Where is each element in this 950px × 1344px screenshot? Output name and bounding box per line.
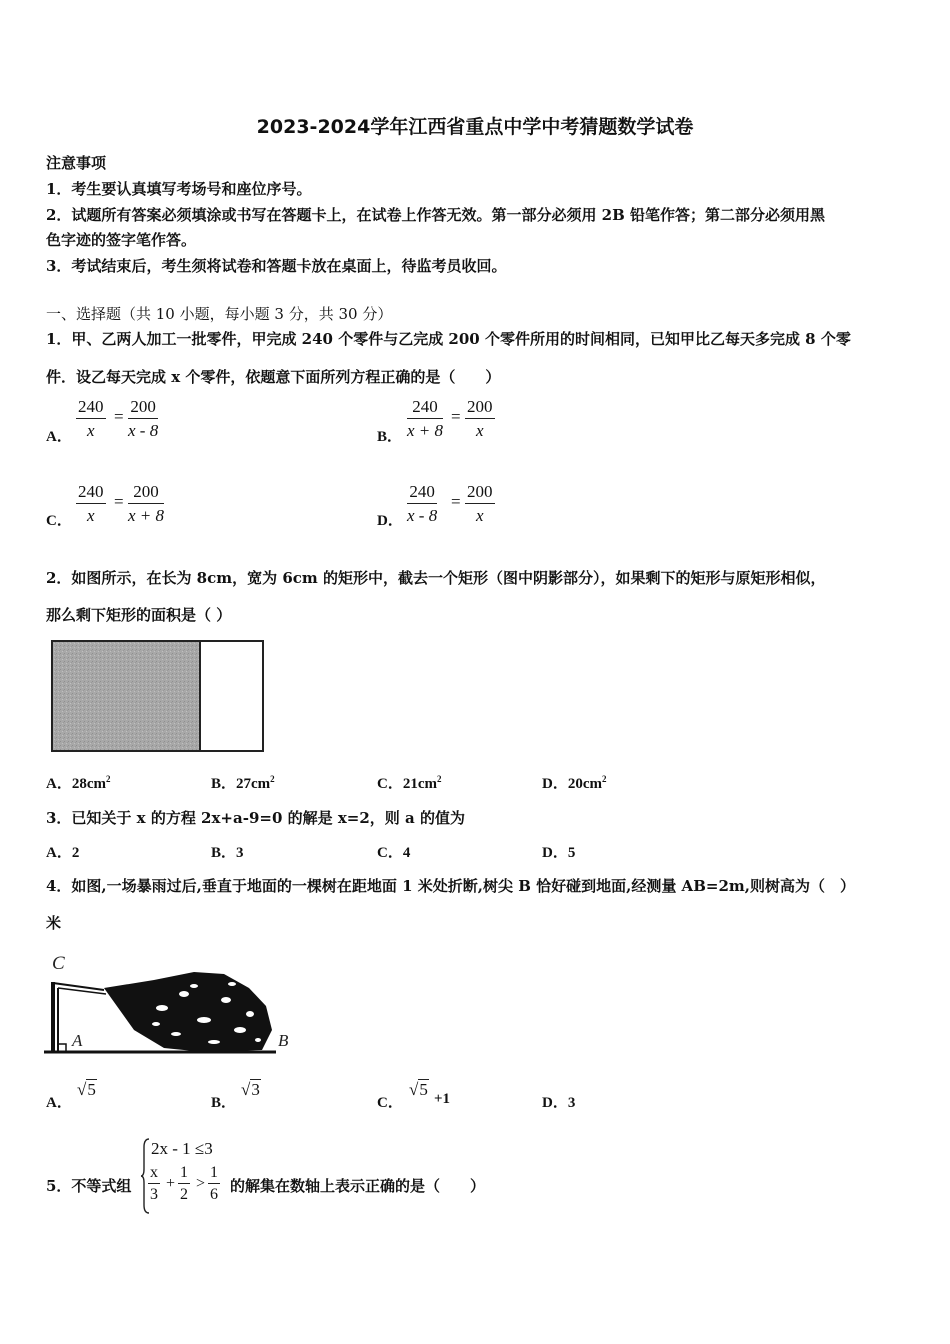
option-label: A． <box>46 776 72 792</box>
equals-sign: = <box>114 492 124 511</box>
option-b <box>211 1091 236 1112</box>
option-label: D． <box>542 776 568 792</box>
fraction <box>208 1163 220 1206</box>
sqrt-expression: √5 <box>409 1080 428 1099</box>
option-label: C． <box>377 776 403 792</box>
option-value: 3 <box>567 1095 576 1111</box>
point-a-label: A <box>72 1031 83 1050</box>
broken-tree-figure <box>44 950 300 1058</box>
option-value: 20cm <box>567 776 602 792</box>
numerator: 240 <box>407 396 443 419</box>
numerator: x <box>148 1163 160 1184</box>
option-d <box>542 1091 575 1112</box>
question-4-text-2: 米 <box>46 914 62 932</box>
superscript: 2 <box>270 774 275 784</box>
fraction <box>407 481 437 528</box>
option-b <box>211 772 275 793</box>
numerator: 1 <box>178 1163 190 1184</box>
option-d-label: D． <box>377 513 403 529</box>
option-value: 21cm <box>402 776 437 792</box>
option-value: 28cm <box>71 776 106 792</box>
notice-item: 1．考生要认真填写考场号和座位序号。 <box>46 180 312 198</box>
question-1-text-2: 件．设乙每天完成 x 个零件，依题意下面所列方程正确的是（ ） <box>46 368 501 386</box>
notice-item: 3．考试结束后，考生须将试卷和答题卡放在桌面上，待监考员收回。 <box>46 257 507 275</box>
question-2-text: 2．如图所示，在长为 8cm，宽为 6cm 的矩形中，截去一个矩形（图中阴影部分），如果剩下的矩形与原矩形相似， <box>46 569 826 587</box>
option-value: 3 <box>236 845 244 861</box>
denominator: 2 <box>180 1186 188 1203</box>
radicand: 5 <box>419 1080 428 1099</box>
question-5-suffix: 的解集在数轴上表示正确的是（ ） <box>230 1177 486 1195</box>
fraction <box>465 396 495 443</box>
point-c-label: C <box>52 953 65 974</box>
fraction <box>76 396 106 443</box>
rectangle-figure <box>48 637 272 755</box>
numerator: 240 <box>76 481 106 504</box>
denominator: x <box>86 421 95 440</box>
option-value: 2 <box>71 845 80 861</box>
fraction <box>128 481 164 528</box>
question-4-text: 4．如图,一场暴雨过后,垂直于地面的一棵树在距地面 1 米处折断,树尖 B 恰好碰到地面,经测量 AB=2m,则树高为（ ） <box>46 877 855 895</box>
option-c <box>377 1091 403 1112</box>
option-a <box>46 1091 72 1112</box>
denominator: 3 <box>150 1186 158 1203</box>
denominator: x + 8 <box>407 421 444 440</box>
option-a-label: A． <box>46 429 72 445</box>
option-label: B． <box>211 1095 237 1111</box>
point-b-label: B <box>278 1031 289 1050</box>
denominator: x <box>475 506 484 525</box>
plus-sign: + <box>166 1175 176 1192</box>
option-label: B． <box>211 776 237 792</box>
option-label: D． <box>542 845 568 861</box>
numerator: 200 <box>465 396 495 419</box>
notice-heading: 注意事项 <box>46 154 107 172</box>
numerator: 240 <box>407 481 437 504</box>
denominator: x - 8 <box>128 421 159 440</box>
shaded-rectangle <box>52 641 200 751</box>
option-suffix: +1 <box>434 1091 451 1107</box>
fraction <box>178 1163 190 1206</box>
option-value: 27cm <box>236 776 271 792</box>
numerator: 1 <box>208 1163 220 1184</box>
numerator: 200 <box>465 481 495 504</box>
option-a <box>46 772 111 793</box>
greater-than-sign: > <box>196 1175 206 1192</box>
notice-item: 2．试题所有答案必须填涂或书写在答题卡上，在试卷上作答无效。第一部分必须用 2B 铅笔作答；第二部分必须用黑 <box>46 206 826 224</box>
question-3-text: 3．已知关于 x 的方程 2x+a-9=0 的解是 x=2，则 a 的值为 <box>46 809 465 827</box>
option-d <box>542 772 607 793</box>
option-label: A． <box>46 845 72 861</box>
numerator: 200 <box>128 396 158 419</box>
option-d <box>542 841 575 862</box>
option-b <box>211 841 244 862</box>
denominator: x - 8 <box>407 506 438 525</box>
denominator: 6 <box>210 1186 218 1203</box>
option-label: C． <box>377 1095 403 1111</box>
option-label: B． <box>211 845 237 861</box>
question-1-text: 1．甲、乙两人加工一批零件，甲完成 240 个零件与乙完成 200 个零件所用的时间相同，已知甲比乙每天多完成 8 个零 <box>46 330 851 348</box>
option-c <box>377 841 410 862</box>
equals-sign: = <box>114 407 124 426</box>
fraction <box>148 1163 160 1206</box>
notice-item: 色字迹的签字笔作答。 <box>46 231 197 249</box>
option-label: D． <box>542 1095 568 1111</box>
option-a <box>46 841 79 862</box>
option-c <box>377 772 442 793</box>
section-heading: 一、选择题（共 10 小题，每小题 3 分，共 30 分） <box>46 305 393 323</box>
sqrt-expression: √5 <box>77 1080 96 1099</box>
denominator: x + 8 <box>128 506 165 525</box>
numerator: 200 <box>128 481 164 504</box>
superscript: 2 <box>106 774 111 784</box>
option-b-label: B． <box>377 429 403 445</box>
fraction <box>465 481 495 528</box>
page-title: 2023-2024学年江西省重点中学中考猜题数学试卷 <box>256 116 694 138</box>
fraction <box>407 396 443 443</box>
radicand: 5 <box>87 1080 96 1099</box>
equals-sign: = <box>451 492 461 511</box>
question-5-prefix: 5．不等式组 <box>46 1177 132 1195</box>
radicand: 3 <box>251 1080 260 1099</box>
numerator: 240 <box>76 396 106 419</box>
fraction <box>128 396 158 443</box>
sqrt-expression: √3 <box>241 1080 260 1099</box>
superscript: 2 <box>437 774 442 784</box>
inequality-1: 2x - 1 ≤3 <box>151 1139 213 1158</box>
option-label: C． <box>377 845 403 861</box>
denominator: x <box>475 421 484 440</box>
denominator: x <box>86 506 95 525</box>
equals-sign: = <box>451 407 461 426</box>
option-c-label: C． <box>46 513 72 529</box>
option-value: 4 <box>402 845 411 861</box>
question-2-text-2: 那么剩下矩形的面积是（ ） <box>46 606 232 624</box>
option-value: 5 <box>567 845 576 861</box>
option-label: A． <box>46 1095 72 1111</box>
fraction <box>76 481 106 528</box>
foliage <box>104 972 272 1052</box>
superscript: 2 <box>602 774 607 784</box>
